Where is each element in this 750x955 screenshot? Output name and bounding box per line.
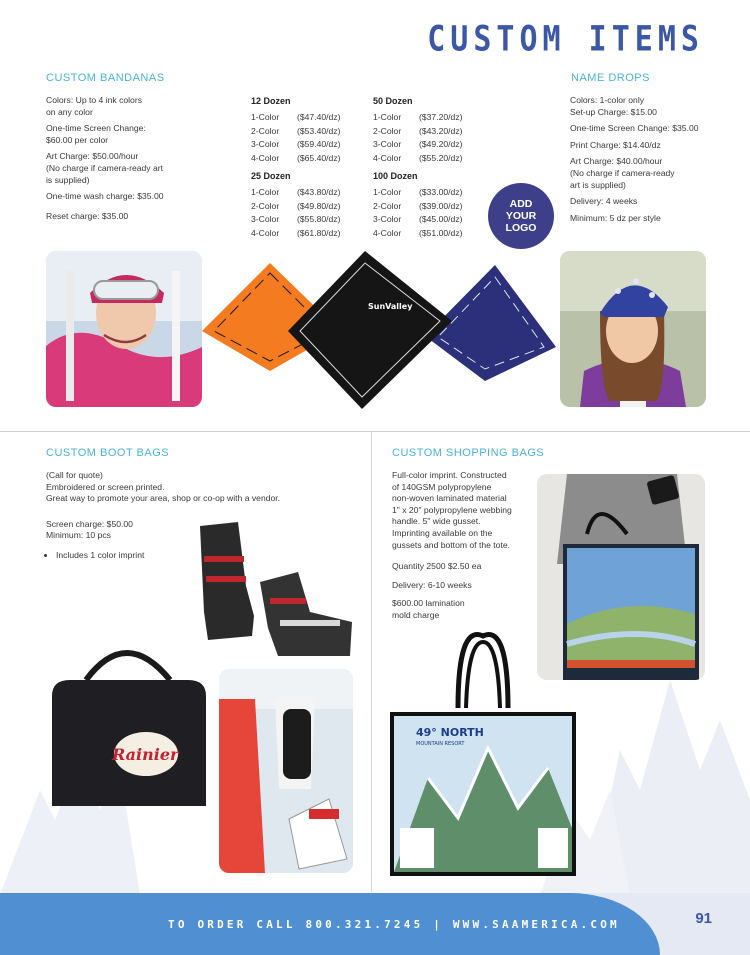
bandanas-line: Reset charge: $35.00	[46, 210, 129, 221]
price-header: 50 Dozen	[373, 96, 413, 106]
tote-bag-image	[388, 628, 578, 878]
price-row: 4-Color ($61.80/dz)	[251, 228, 341, 239]
name-drops-details	[570, 95, 740, 229]
shopping-bags-line: Delivery: 6-10 weeks	[392, 579, 472, 590]
bandanas-heading: CUSTOM BANDANAS	[46, 72, 165, 84]
price-row: 1-Color ($37.20/dz)	[373, 111, 463, 122]
name-drops-line: Colors: 1-color only Set-up Charge: $15.00	[570, 95, 657, 117]
price-table-100dz	[373, 170, 483, 241]
price-row: 4-Color ($55.20/dz)	[373, 153, 463, 164]
boot-bag-logo-text: Rainier	[112, 745, 179, 764]
bandanas-line: One-time wash charge: $35.00	[46, 191, 164, 202]
page-number: 91	[695, 910, 712, 927]
name-drops-line: Art Charge: $40.00/hour (No charge if camera-ready art is supplied)	[570, 156, 675, 190]
boot-bags-bullet: • Includes 1 color imprint	[56, 550, 366, 562]
footer-order-info: TO ORDER CALL 800.321.7245 | WWW.SAAMERICA.COM	[168, 918, 620, 931]
price-row: 3-Color ($59.40/dz)	[251, 139, 341, 150]
bandanas-line: One-time Screen Change: $60.00 per color	[46, 123, 146, 145]
shopping-bags-line: $600.00 lamination mold charge	[392, 598, 465, 620]
price-row: 4-Color ($65.40/dz)	[251, 153, 341, 164]
tote-title-text: 49° NORTH	[416, 726, 484, 739]
name-drops-line: One-time Screen Change: $35.00	[570, 123, 699, 134]
price-row: 2-Color ($39.00/dz)	[373, 200, 463, 211]
price-header: 12 Dozen	[251, 96, 291, 106]
page-title: CUSTOM ITEMS	[427, 19, 704, 60]
price-row: 3-Color ($45.00/dz)	[373, 214, 463, 225]
boot-bag-image	[46, 636, 212, 812]
price-table-25dz	[251, 170, 361, 241]
bandanas-line: Colors: Up to 4 ink colors on any color	[46, 95, 142, 117]
boot-carry-photo	[219, 669, 353, 873]
price-row: 2-Color ($53.40/dz)	[251, 125, 341, 136]
skier-woman-photo	[46, 251, 202, 407]
price-header: 100 Dozen	[373, 171, 418, 181]
price-row: 2-Color ($49.80/dz)	[251, 200, 341, 211]
boot-bags-intro: (Call for quote) Embroidered or screen printed. Great way to promote your area, shop or co-op with a vendor.	[46, 470, 281, 504]
price-header: 25 Dozen	[251, 171, 291, 181]
bandanas-line: Art Charge: $50.00/hour (No charge if camera-ready art is supplied)	[46, 151, 164, 185]
price-table-12dz	[251, 95, 361, 166]
add-logo-badge: ADD YOUR LOGO	[488, 183, 554, 249]
price-row: 4-Color ($51.00/dz)	[373, 228, 463, 239]
name-drops-line: Print Charge: $14.40/dz	[570, 139, 661, 150]
shopping-bags-heading: CUSTOM SHOPPING BAGS	[392, 447, 545, 459]
name-drops-line: Minimum: 5 dz per style	[570, 212, 661, 223]
name-drops-heading: NAME DROPS	[571, 72, 650, 84]
boot-bags-heading: CUSTOM BOOT BAGS	[46, 447, 170, 459]
shopping-bags-line: Full-color imprint. Constructed of 140GSM polypropylene non-woven laminated material 1" x 20" polypropylene webbing handle. 5" wide gusset. Imprinting available on the gussets and bottom of the tote.	[392, 470, 512, 550]
price-row: 3-Color ($55.80/dz)	[251, 214, 341, 225]
price-row: 3-Color ($49.20/dz)	[373, 139, 463, 150]
price-row: 2-Color ($43.20/dz)	[373, 125, 463, 136]
bandanas-illustration	[200, 251, 560, 411]
shopping-bags-line: Quantity 2500 $2.50 ea	[392, 561, 482, 572]
price-row: 1-Color ($43.80/dz)	[251, 186, 341, 197]
price-row: 1-Color ($33.00/dz)	[373, 186, 463, 197]
boot-bags-charges: Screen charge: $50.00 Minimum: 10 pcs	[46, 518, 133, 541]
name-drops-line: Delivery: 4 weeks	[570, 196, 638, 207]
shopping-bags-details	[392, 470, 532, 627]
price-row: 1-Color ($47.40/dz)	[251, 111, 341, 122]
bandanas-details	[46, 95, 236, 227]
price-table-50dz	[373, 95, 483, 166]
ski-boots-image	[190, 516, 358, 660]
section-divider	[0, 431, 750, 432]
tote-subtitle-text: MOUNTAIN RESORT	[416, 741, 465, 747]
girl-bandana-photo	[560, 251, 706, 407]
bandana-print-text: SunValley	[368, 302, 413, 311]
